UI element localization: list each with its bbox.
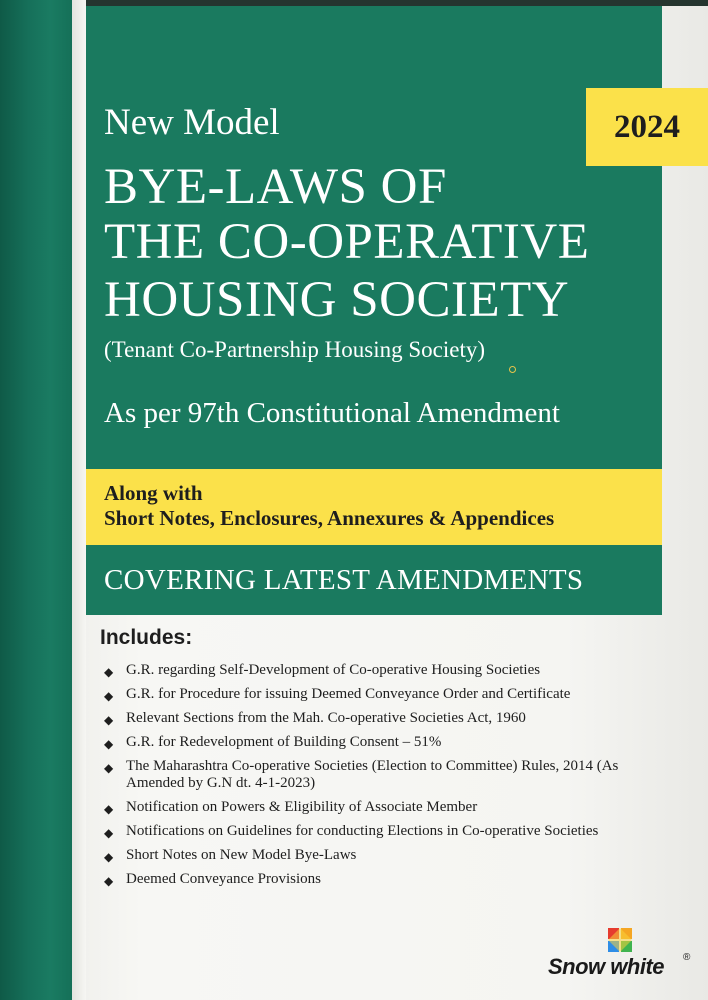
- cover-spine: [0, 0, 72, 1000]
- list-item-text: G.R. for Procedure for issuing Deemed Conveyance Order and Certificate: [126, 686, 571, 702]
- diamond-bullet-icon: ◆: [104, 737, 114, 751]
- year-text: 2024: [614, 108, 680, 145]
- registered-mark: ®: [683, 952, 691, 963]
- list-item: [104, 734, 664, 751]
- list-item-text: G.R. for Redevelopment of Building Consent – 51%: [126, 734, 442, 750]
- year-badge: [586, 88, 708, 166]
- covering-band: [86, 545, 662, 615]
- diamond-bullet-icon: ◆: [104, 713, 114, 727]
- list-item: [104, 871, 664, 888]
- list-item-text: The Maharashtra Co-operative Societies (Election to Committee) Rules, 2014 (As Amended by G.N dt. 4-1-2023): [126, 758, 619, 791]
- cover-subtitle: New Model: [104, 102, 280, 143]
- list-item-text: Relevant Sections from the Mah. Co-operative Societies Act, 1960: [126, 710, 526, 726]
- list-item: [104, 799, 664, 816]
- diamond-bullet-icon: ◆: [104, 850, 114, 864]
- cover-title-line-2: THE CO-OPERATIVE: [104, 214, 590, 270]
- spine-gutter: [72, 0, 86, 1000]
- includes-heading: Includes:: [100, 626, 193, 649]
- list-item-text: Deemed Conveyance Provisions: [126, 871, 321, 887]
- list-item: [104, 847, 664, 864]
- list-item: [104, 662, 664, 679]
- diamond-bullet-icon: ◆: [104, 665, 114, 679]
- list-item: [104, 823, 664, 840]
- publisher-name: Snow white: [548, 954, 664, 979]
- cover-title-line-1: BYE-LAWS OF: [104, 159, 447, 215]
- cover-amendment-line: As per 97th Constitutional Amendment: [104, 397, 560, 429]
- list-item-text: Notifications on Guidelines for conducting Elections in Co-operative Societies: [126, 823, 599, 839]
- list-item-text: Short Notes on New Model Bye-Laws: [126, 847, 357, 863]
- covering-text: COVERING LATEST AMENDMENTS: [104, 563, 584, 596]
- cover-title-line-3: HOUSING SOCIETY: [104, 272, 570, 328]
- list-item-text: G.R. regarding Self-Development of Co-operative Housing Societies: [126, 662, 541, 678]
- print-speck: [509, 366, 516, 373]
- along-with-label: Along with: [104, 481, 203, 505]
- publisher-logo: [548, 926, 698, 982]
- includes-list: [104, 662, 664, 895]
- diamond-bullet-icon: ◆: [104, 761, 114, 775]
- diamond-bullet-icon: ◆: [104, 802, 114, 816]
- list-item: [104, 758, 664, 792]
- list-item: [104, 710, 664, 727]
- diamond-bullet-icon: ◆: [104, 689, 114, 703]
- diamond-bullet-icon: ◆: [104, 874, 114, 888]
- along-with-items: Short Notes, Enclosures, Annexures & Appendices: [104, 506, 555, 530]
- cover-parenthetical: (Tenant Co-Partnership Housing Society): [104, 337, 486, 362]
- list-item-text: Notification on Powers & Eligibility of Associate Member: [126, 799, 478, 815]
- diamond-bullet-icon: ◆: [104, 826, 114, 840]
- list-item: [104, 686, 664, 703]
- multicolor-pinwheel-icon: [606, 926, 634, 954]
